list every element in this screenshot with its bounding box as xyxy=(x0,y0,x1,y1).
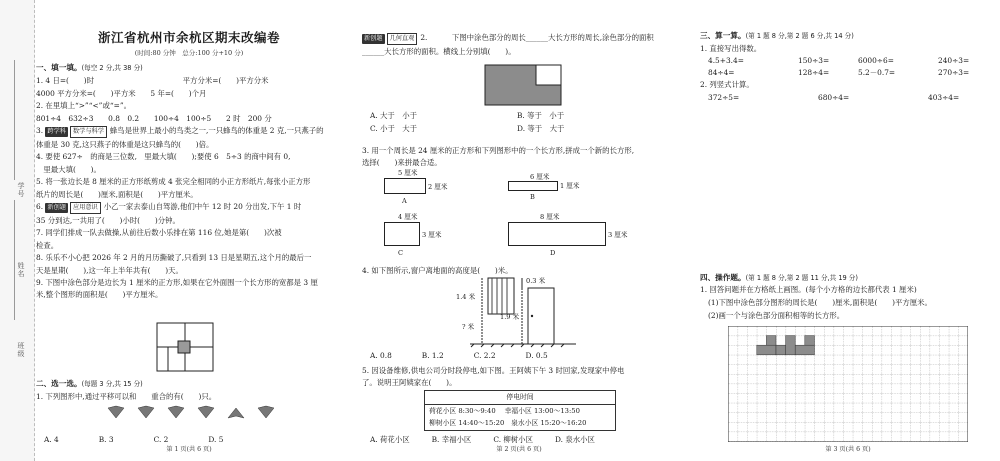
q2-line1: 2. 在里填上“>”“<”或“=”。 xyxy=(36,101,131,111)
rect-a xyxy=(384,178,426,194)
page-footer: 第 1 页(共 6 页) xyxy=(166,446,212,454)
calc-item: 270÷3= xyxy=(938,67,970,77)
tag-badge: 应用意识 xyxy=(70,202,101,214)
s4-options xyxy=(370,350,548,361)
rect-d-side: 3 厘米 xyxy=(608,231,628,239)
q8-line2: 天是星期( ),这一年上半年共有( )天。 xyxy=(36,265,183,275)
calc-item: 84÷4= xyxy=(708,67,735,77)
option-c[interactable]: C. 2 xyxy=(153,435,169,444)
tag-badge: 新创题 xyxy=(47,204,66,212)
margin-line xyxy=(14,60,15,180)
section-3-heading: 三、算一算。(第 1 题 8 分,第 2 题 6 分,共 14 分) xyxy=(700,31,854,40)
rect-d-name: D xyxy=(550,249,556,257)
q3-line2: 体重是 30 克,这只燕子的体重是这只蜂鸟的( )倍。 xyxy=(36,139,214,149)
s4-question: 4. 如下图所示,窗户离地面的高度是( )米。 xyxy=(362,266,513,275)
option-b[interactable]: B. 幸福小区 xyxy=(431,435,472,444)
section-1-heading: 一、填一填。(每空 2 分,共 38 分) xyxy=(36,63,143,73)
option-b[interactable]: B. 等于 小于 xyxy=(517,111,565,120)
exam-title: 浙江省杭州市余杭区期末改编卷 xyxy=(97,30,280,45)
q4-line1: 4. 要使 627÷ 的商是三位数, 里最大填( );要使 6 5÷3 的商中间有 0, xyxy=(36,152,291,162)
grid-paper xyxy=(728,326,968,442)
q9-line1: 9. 下图中涂色部分是边长为 1 厘米的正方形,如果在它外面围一个长方形的宽都是 3 厘 xyxy=(36,277,318,287)
c2-row xyxy=(708,92,996,103)
s4-label-unknown: ? 米 xyxy=(462,323,475,331)
option-a[interactable]: A. 荷花小区 xyxy=(370,435,410,444)
s3-line1: 3. 用一个周长是 24 厘米的正方形和下列图形中的一个长方形,拼成一个新的长方形, xyxy=(362,146,635,155)
q2-line2: 801÷4 632÷3 0.8 0.2 100÷4 100÷5 2 时 200 分 xyxy=(36,113,272,123)
outage-table-title: 停电时间 xyxy=(425,391,615,405)
q7-line1: 7. 同学们排成一队去做操,从前往后数小乐排在第 116 位,她是第( )次被 xyxy=(36,228,282,238)
rect-c-top: 4 厘米 xyxy=(398,213,418,221)
option-c[interactable]: C. 2.2 xyxy=(473,351,496,360)
q1-line2: 4000 平方分米=( )平方米 5 年=( )个月 xyxy=(36,88,207,98)
s4-figure xyxy=(470,276,580,348)
outage-table xyxy=(424,390,616,431)
s3-line2: 选择( )来拼最合适。 xyxy=(362,158,442,167)
s5-line2: 了。说明王阿姨家在( )。 xyxy=(362,378,457,387)
option-d[interactable]: D. 5 xyxy=(208,435,224,444)
c1-question: 1. 直接写出得数。 xyxy=(700,43,762,53)
rect-c xyxy=(384,222,420,246)
binding-margin xyxy=(0,0,35,461)
calc-item: 372÷5= xyxy=(708,92,740,102)
calc-item: 4.5+3.4= xyxy=(708,56,744,66)
s1-options xyxy=(44,434,223,445)
calc-item: 128÷4= xyxy=(798,67,830,77)
q4-line2: 里最大填( )。 xyxy=(36,164,101,174)
q1-line1: 1. 4 日=( )时 平方分米=( )平方分米 xyxy=(36,76,269,86)
kites-figure xyxy=(104,404,274,426)
q7-line2: 检查。 xyxy=(36,240,59,250)
s2-line1: 新创题 几何直观 2. 下图中涂色部分的周长______大长方形的周长,涂色部分的面积 xyxy=(362,32,676,45)
s5-line1: 5. 因设备维修,供电公司分时段停电,如下图。王阿姨下午 3 时回家,发现家中停电 xyxy=(362,366,625,375)
o1-part-1: (1)下图中涂色部分图形的周长是( )厘米,面积是( )平方厘米。 xyxy=(708,298,932,307)
calc-item: 680÷4= xyxy=(818,92,850,102)
section-2-heading: 二、选一选。(每题 3 分,共 15 分) xyxy=(36,379,143,388)
c1-row-1 xyxy=(708,55,996,66)
margin-label-class: 班级 xyxy=(17,342,25,358)
tag-badge: 跨学科 xyxy=(47,128,66,136)
q8-line1: 8. 乐乐不小心把 2026 年 2 月的月历撕破了,只看到 13 日是星期五,这个月的最后一 xyxy=(36,253,312,263)
option-d[interactable]: D. 等于 大于 xyxy=(517,124,565,134)
tag-badge: 几何直观 xyxy=(387,33,418,45)
calc-item: 5.2－0.7= xyxy=(858,67,896,77)
s1-question: 1. 下列图形中,通过平移可以和 重合的有( )只。 xyxy=(36,392,217,401)
calc-item: 403÷4= xyxy=(928,92,960,102)
option-b[interactable]: B. 1.2 xyxy=(421,351,444,360)
q5-line1: 5. 将一张边长是 8 厘米的正方形纸剪成 4 张完全相同的小正方形纸片,每张小正方形 xyxy=(36,177,311,187)
option-c[interactable]: C. 小于 大于 xyxy=(370,124,418,134)
o1-part-2: (2)画一个与涂色部分面积相等的长方形。 xyxy=(708,311,845,320)
outage-table-row: 荷花小区 8:30～9:40 幸福小区 13:00～13:50 xyxy=(429,406,580,415)
outage-table-row: 柳树小区 14:40～15:20 泉水小区 15:20～16:20 xyxy=(429,419,587,428)
exam-subtitle: (时间:80 分钟 总分:100 分+10 分) xyxy=(134,49,244,58)
margin-label-id: 学号 xyxy=(17,182,25,198)
option-b[interactable]: B. 3 xyxy=(98,435,114,444)
q9-line2: 米,整个图形的面积是( )平方厘米。 xyxy=(36,290,163,300)
rect-a-name: A xyxy=(402,197,407,205)
option-a[interactable]: A. 4 xyxy=(44,435,59,444)
option-a[interactable]: A. 大于 小于 xyxy=(370,111,417,120)
rect-a-top: 5 厘米 xyxy=(398,169,418,177)
q5-line2: 纸片的周长是( )厘米,面积是( )平方厘米。 xyxy=(36,189,198,199)
c1-row-2 xyxy=(708,67,996,78)
q6-line1: 6. 新创题 应用意识 小乙一家去泰山自驾游,他们中午 12 时 20 分出发,下午 1 时 xyxy=(36,201,342,214)
option-d[interactable]: D. 0.5 xyxy=(525,351,548,360)
s2-figure xyxy=(484,64,564,108)
option-c[interactable]: C. 柳树小区 xyxy=(493,435,533,444)
rect-d-top: 8 厘米 xyxy=(540,213,560,221)
rect-d xyxy=(508,222,606,246)
q3-line1: 3. 跨学科 数学与科学 蜂鸟是世界上最小的鸟类之一,一只蜂鸟的体重是 2 克,一只燕子的 xyxy=(36,125,342,138)
s5-options xyxy=(370,434,595,445)
s4-label-top: 0.3 米 xyxy=(526,277,546,285)
tag-badge: 新创题 xyxy=(364,35,383,42)
margin-line xyxy=(14,200,15,320)
rect-b xyxy=(508,181,558,191)
s4-label-window: 1.4 米 xyxy=(456,293,476,301)
q6-line2: 35 分到达,一共用了( )小时( )分钟。 xyxy=(36,215,180,225)
margin-label-name: 姓名 xyxy=(17,262,25,278)
calc-item: 150÷3= xyxy=(798,56,830,66)
option-a[interactable]: A. 0.8 xyxy=(370,351,392,360)
calc-item: 240÷3= xyxy=(938,56,970,66)
page-1 xyxy=(36,0,342,461)
s2-options xyxy=(362,108,662,137)
calc-item: 6000÷6= xyxy=(858,56,894,66)
rect-c-name: C xyxy=(398,249,404,257)
o1-question: 1. 回答问题并在方格纸上画图。(每个小方格的边长都代表 1 厘米) xyxy=(700,285,917,294)
rect-b-side: 1 厘米 xyxy=(560,182,580,190)
rect-a-side: 2 厘米 xyxy=(428,183,448,191)
rect-c-side: 3 厘米 xyxy=(422,231,442,239)
q9-figure xyxy=(156,322,216,374)
rect-b-top: 6 厘米 xyxy=(530,173,550,181)
section-4-heading: 四、操作题。(第 1 题 8 分,第 2 题 11 分,共 19 分) xyxy=(700,273,858,282)
page-footer: 第 2 页(共 6 页) xyxy=(496,446,542,454)
tag-badge: 数学与科学 xyxy=(70,126,107,138)
page-footer: 第 3 页(共 6 页) xyxy=(825,446,871,454)
option-d[interactable]: D. 泉水小区 xyxy=(554,435,595,444)
page-2 xyxy=(362,0,676,461)
page-3 xyxy=(700,0,996,461)
c2-question: 2. 列竖式计算。 xyxy=(700,80,754,90)
s4-label-door: 1.9 米 xyxy=(500,313,520,321)
s2-line2: ______大长方形的面积。横线上分别填( )。 xyxy=(362,46,516,56)
rect-b-name: B xyxy=(530,193,535,201)
